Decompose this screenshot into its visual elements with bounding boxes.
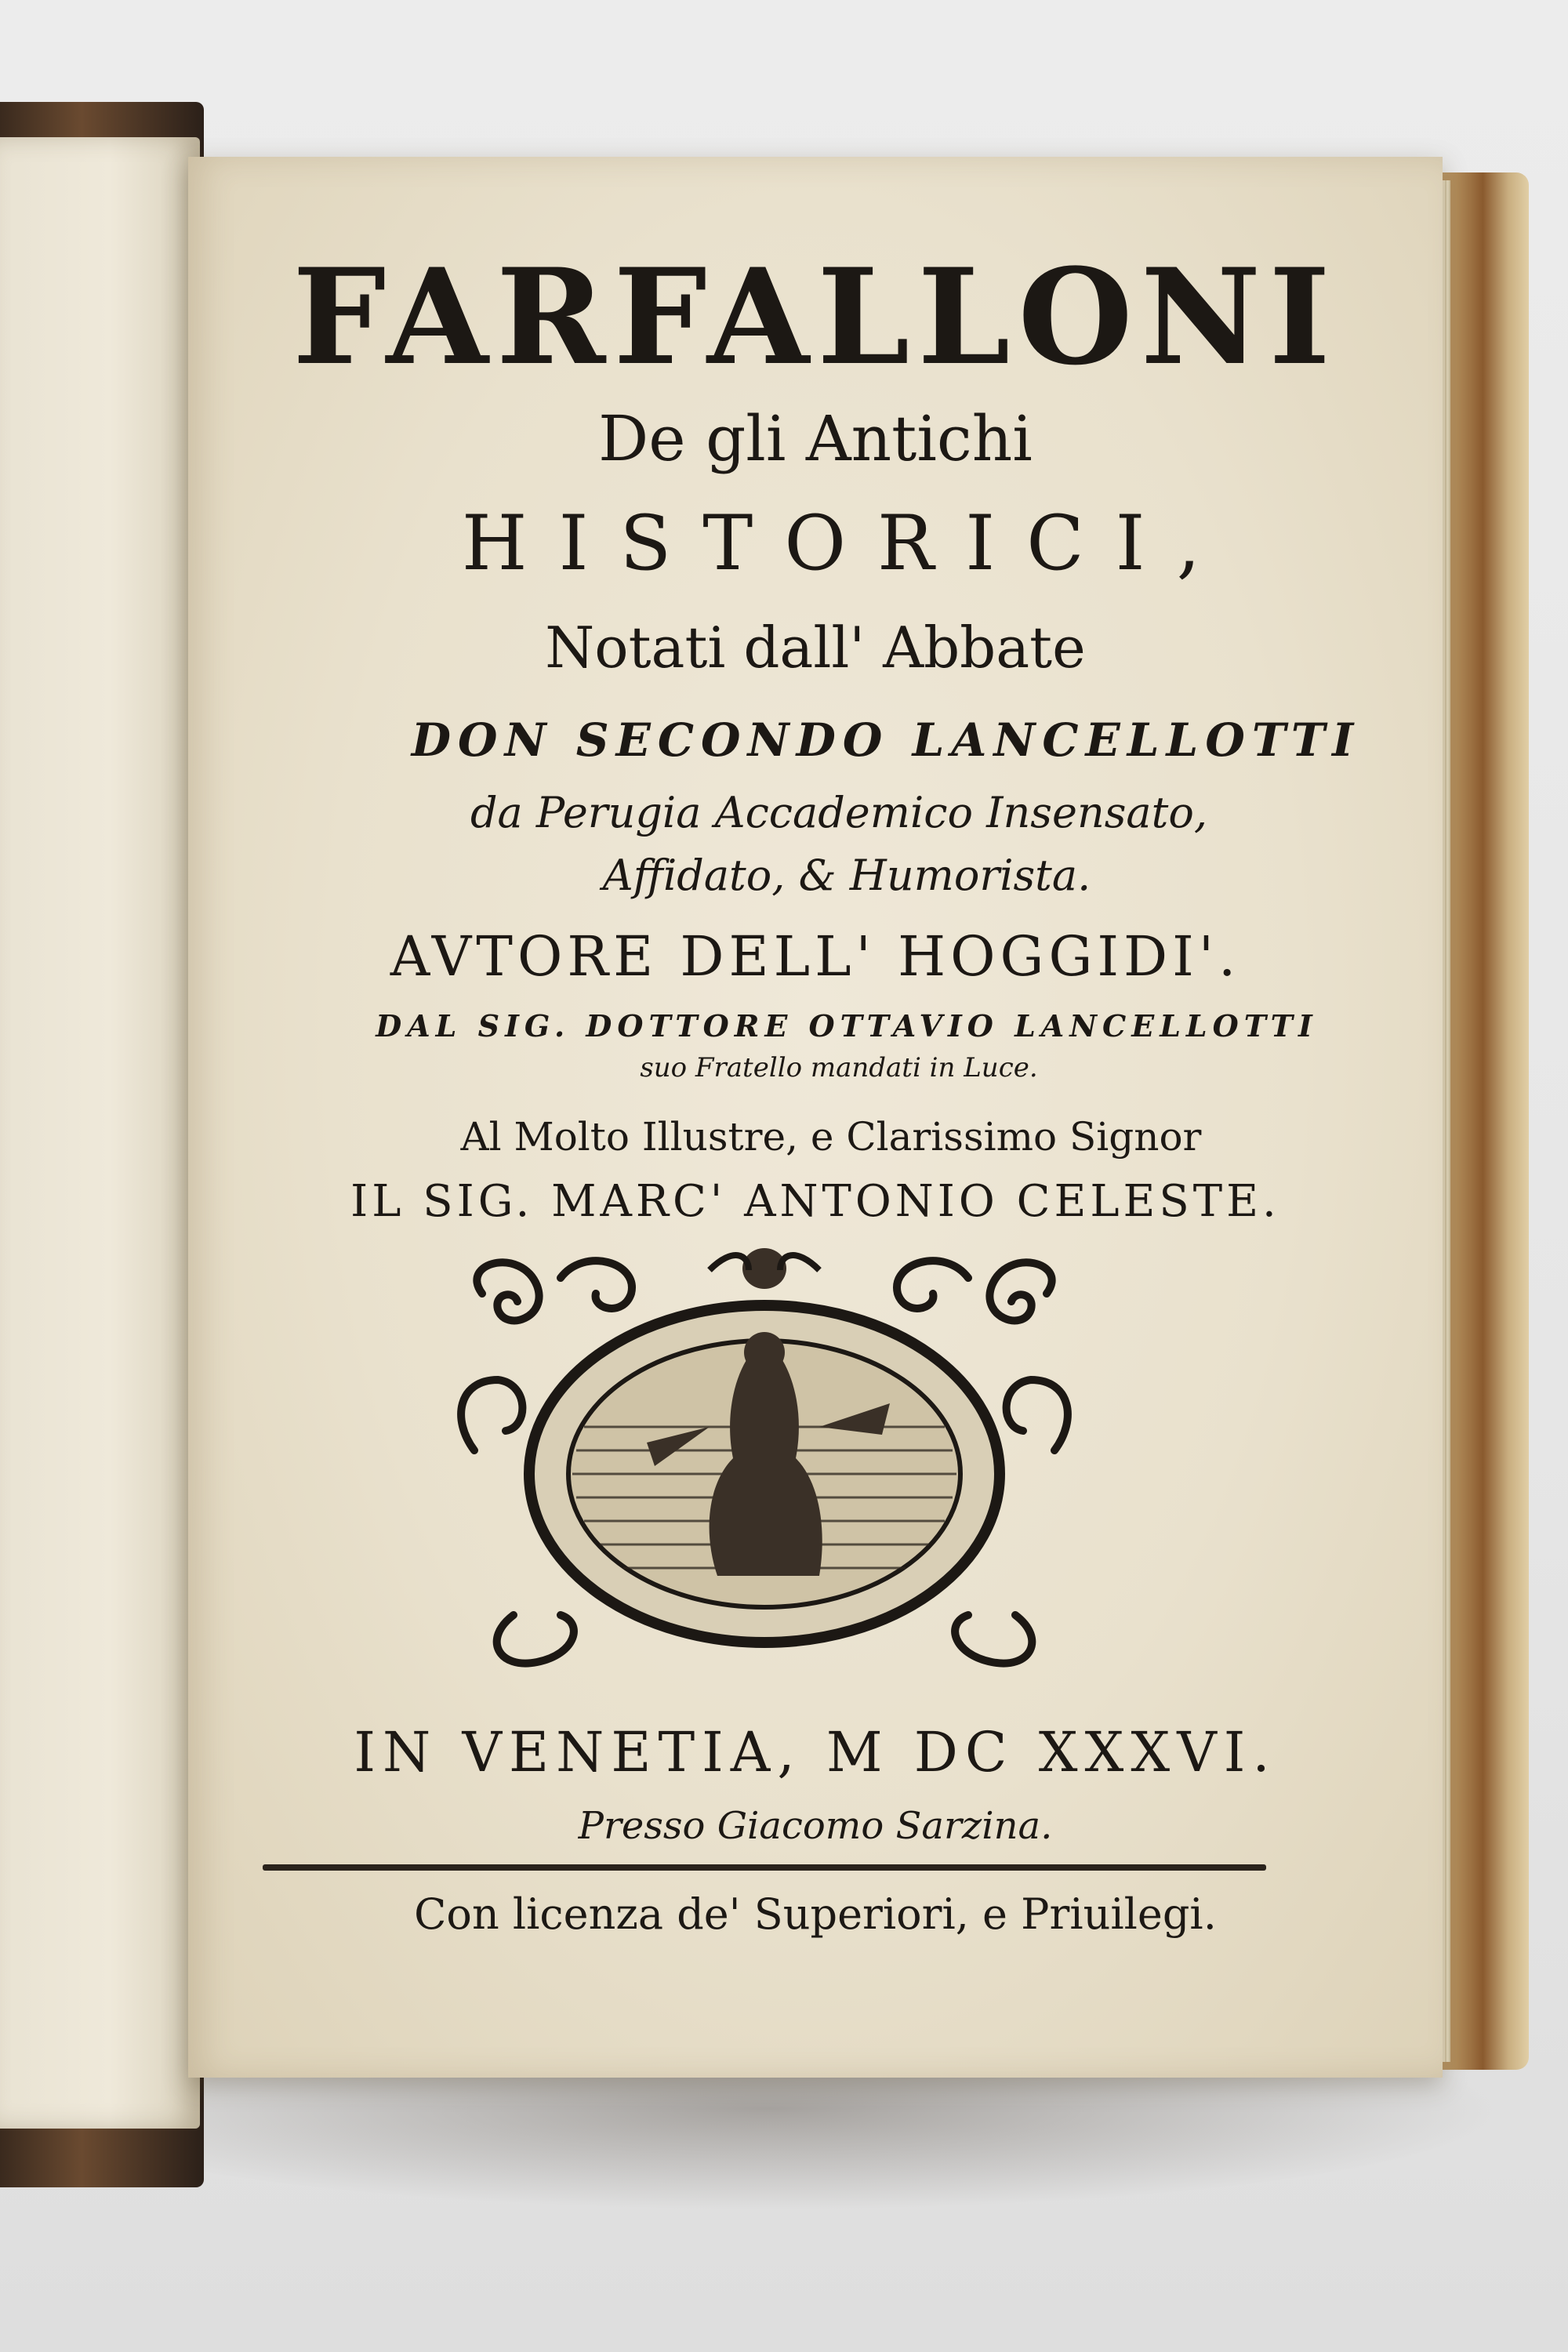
dedication-line-2: IL SIG. MARC' ANTONIO CELESTE. xyxy=(350,1176,1280,1227)
editor-name: DAL SIG. DOTTORE OTTAVIO LANCELLOTTI xyxy=(376,1008,1318,1044)
printer-name: Presso Giacomo Sarzina. xyxy=(578,1804,1053,1848)
book-title: FARFALLONI xyxy=(292,239,1338,394)
divider-rule xyxy=(263,1864,1266,1871)
printer-device-emblem xyxy=(451,1247,1078,1686)
author-description-1: da Perugia Accademico Insensato, xyxy=(470,788,1208,837)
author-work: AVTORE DELL' HOGGIDI'. xyxy=(390,924,1241,989)
noted-by: Notati dall' Abbate xyxy=(545,615,1086,681)
title-page xyxy=(188,157,1443,2078)
dedication-line-1: Al Molto Illustre, e Clarissimo Signor xyxy=(460,1114,1202,1160)
editor-description: suo Fratello mandati in Luce. xyxy=(640,1052,1038,1083)
license-line: Con licenza de' Superiori, e Priuilegi. xyxy=(414,1889,1217,1939)
author-name: DON SECONDO LANCELLOTTI xyxy=(411,713,1361,767)
author-description-2: Affidato, & Humorista. xyxy=(602,851,1091,900)
imprint-place-date: IN VENETIA, M DC XXXVI. xyxy=(354,1720,1277,1784)
book-subtitle: De gli Antichi xyxy=(598,402,1033,475)
left-page xyxy=(0,137,200,2129)
book-subject: HISTORICI, xyxy=(461,499,1232,587)
